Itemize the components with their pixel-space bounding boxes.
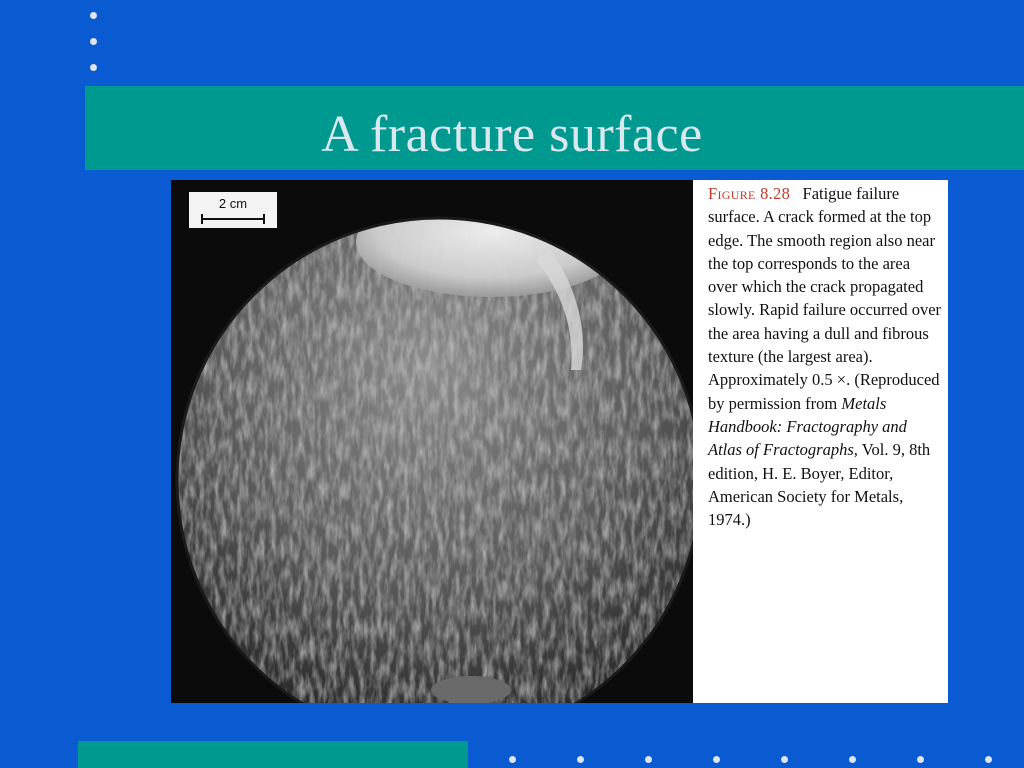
dot-icon [90, 12, 97, 19]
dot-icon [985, 756, 992, 763]
caption-text-2: Vol. 9, 8th edition, H. E. Boyer, Editor, American Society for Metals, 1974.) [708, 440, 931, 530]
slide-title: A fracture surface [321, 106, 703, 163]
scale-label: 2 cm [218, 196, 248, 211]
dot-icon [509, 756, 516, 763]
figure-label: Figure 8.28 [708, 184, 791, 203]
bottom-band [78, 741, 468, 768]
scale-bar-box [189, 192, 277, 228]
dot-icon [577, 756, 584, 763]
figure [171, 180, 948, 703]
scale-bar [201, 218, 265, 220]
dot-icon [90, 64, 97, 71]
dot-icon [645, 756, 652, 763]
dot-icon [90, 38, 97, 45]
fracture-surface-image [171, 180, 693, 703]
dot-icon [917, 756, 924, 763]
dot-icon [781, 756, 788, 763]
caption-text-1: Fatigue failure surface. A crack formed at the top edge. The smooth region also near the top corresponds to the area over which the crack propagated slowly. Rapid failure occurred over the area having a dull and fibrous texture (the largest area). Approximately 0.5 ×. (Reproduced by permission from [708, 184, 942, 413]
dot-icon [849, 756, 856, 763]
figure-caption [708, 182, 943, 531]
dot-icon [713, 756, 720, 763]
caption-source-title: Metals Handbook: Fractography and Atlas of Fractographs, [708, 393, 907, 460]
fracture-surface-photo [171, 180, 693, 703]
